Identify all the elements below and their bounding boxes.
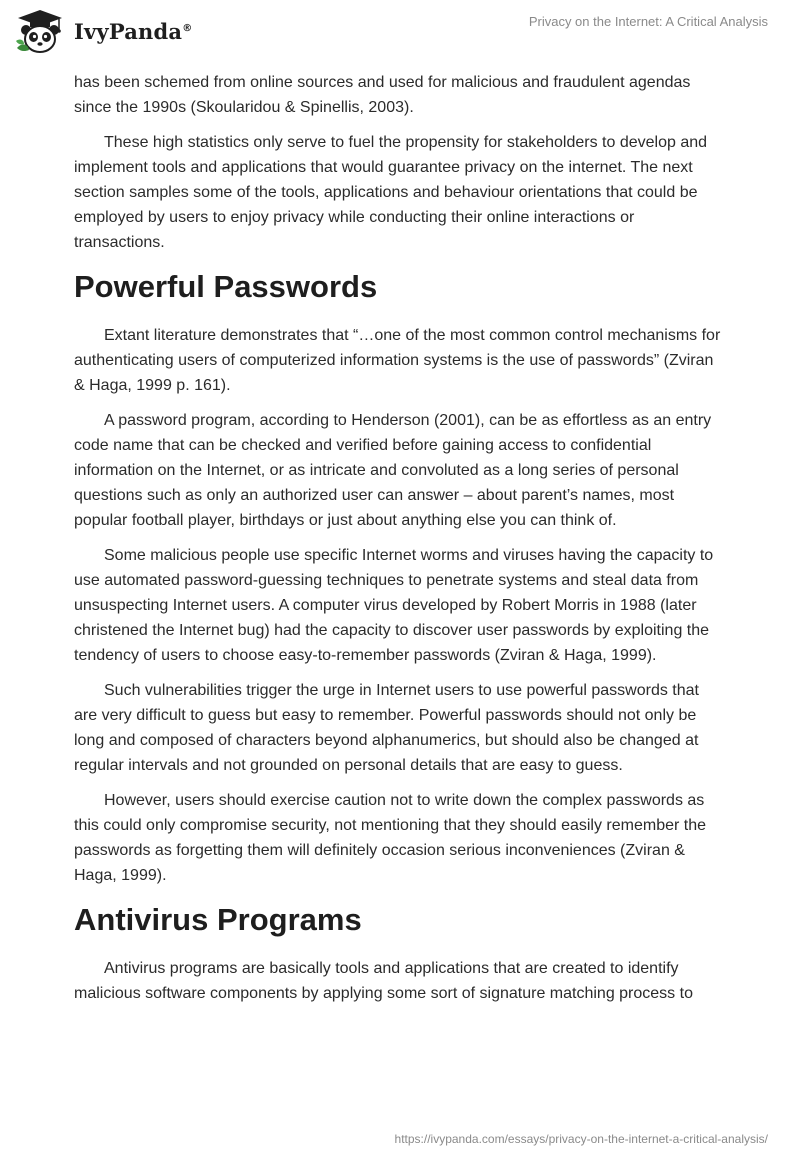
- paragraph: A password program, according to Henderson (2001), can be as effortless as an entry code name that can be checked and verified before gaining access to confidential information on the Internet, or as intricate and convoluted as a long series of personal questions such as only an authorized user can answer – about parent’s names, most popular football player, birthdays or just about anything else you can think of.: [74, 412, 712, 529]
- paragraph: Some malicious people use specific Internet worms and viruses having the capacity to use automated password-guessing techniques to penetrate systems and steal data from unsuspecting Internet users. A computer virus developed by Robert Morris in 1988 (later christened the Internet bug) had the capacity to discover user passwords by exploiting the tendency of users to choose easy-to-remember passwords (Zviran & Haga, 1999).: [74, 547, 714, 664]
- paragraph: Antivirus programs are basically tools and applications that are created to identify malicious software components by applying some sort of signature matching process to: [74, 960, 693, 1002]
- section-heading-antivirus: Antivirus Programs: [74, 902, 362, 937]
- panda-graduate-icon: [14, 8, 66, 54]
- essay-content: [74, 70, 726, 1016]
- section-heading-passwords: Powerful Passwords: [74, 269, 378, 304]
- source-url[interactable]: https://ivypanda.com/essays/privacy-on-the-internet-a-critical-analysis/: [394, 1132, 768, 1146]
- brand-name: IvyPanda®: [74, 18, 193, 44]
- document-title: Privacy on the Internet: A Critical Analysis: [528, 14, 768, 29]
- paragraph: has been schemed from online sources and used for malicious and fraudulent agendas since the 1990s (Skoularidou & Spinellis, 2003).: [74, 74, 691, 116]
- paragraph: These high statistics only serve to fuel the propensity for stakeholders to develop and implement tools and applications that would guarantee privacy on the internet. The next section samples some of the tools, applications and behaviour orientations that could be employed by users to enjoy privacy while conducting their online interactions or transactions.: [74, 134, 708, 251]
- paragraph: Such vulnerabilities trigger the urge in Internet users to use powerful passwords that are very difficult to guess but easy to remember. Powerful passwords should not only be long and composed of characters beyond alphanumerics, but should also be changed at regular intervals and not grounded on personal details that are easy to guess.: [74, 682, 699, 774]
- ivypanda-logo[interactable]: [14, 8, 192, 54]
- page-header: [0, 0, 800, 60]
- paragraph: However, users should exercise caution not to write down the complex passwords as this could only compromise security, not mentioning that they should easily remember the passwords as forgetting them will definitely occasion serious inconveniences (Zviran & Haga, 1999).: [74, 792, 707, 884]
- paragraph: Extant literature demonstrates that “…one of the most common control mechanisms for authenticating users of computerized information systems is the use of passwords” (Zviran & Haga, 1999 p. 161).: [74, 327, 721, 394]
